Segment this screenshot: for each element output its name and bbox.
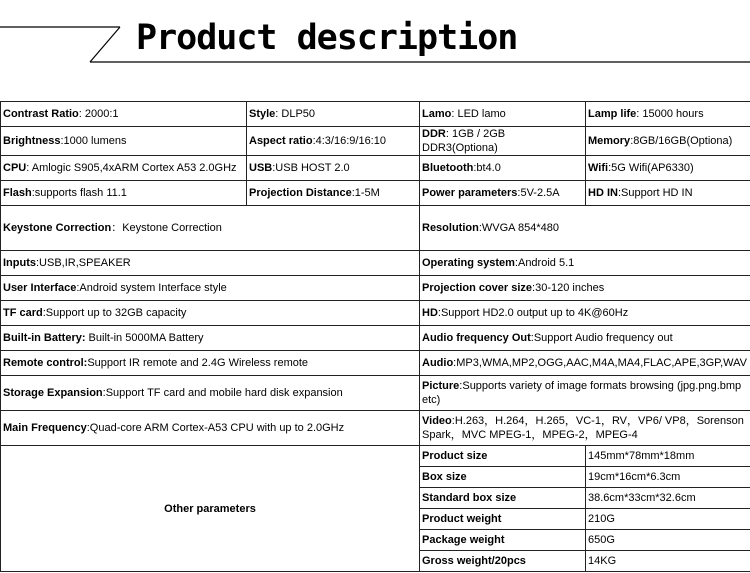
param-label: Standard box size (420, 488, 586, 509)
spec-cell (1, 326, 420, 351)
param-value: 38.6cm*33cm*32.6cm (586, 488, 750, 509)
spec-label: CPU (3, 162, 27, 174)
param-value: 19cm*16cm*6.3cm (586, 467, 750, 488)
spec-cell (1, 251, 420, 276)
table-row (1, 326, 750, 351)
spec-label: DDR (422, 128, 446, 140)
spec-label: Picture (422, 380, 460, 392)
spec-value: :Support TF card and mobile hard disk expansion (102, 387, 343, 399)
spec-label: Built-in Battery: (3, 332, 86, 344)
spec-label: Power parameters (422, 187, 518, 199)
spec-cell (586, 127, 750, 156)
spec-cell (420, 276, 750, 301)
spec-label: Audio frequency Out (422, 332, 531, 344)
spec-label: Projection cover size (422, 282, 533, 294)
spec-value: : DLP50 (275, 108, 316, 120)
table-row (1, 446, 750, 467)
spec-value: :USB,IR,SPEAKER (36, 257, 131, 269)
spec-label: HD IN (588, 187, 618, 199)
spec-label: Audio (422, 357, 454, 369)
spec-value: :Support HD2.0 output up to 4K@60Hz (437, 307, 629, 319)
spec-value: ：Keystone Correction (111, 222, 222, 234)
spec-label: Projection Distance (249, 187, 352, 199)
spec-value: Support IR remote and 2.4G Wireless remote (87, 357, 309, 369)
spec-label: Bluetooth (422, 162, 474, 174)
spec-cell (247, 156, 420, 181)
spec-value: :MP3,WMA,MP2,OGG,AAC,M4A,MA4,FLAC,APE,3GP,WAV (453, 357, 747, 369)
spec-value: Built-in 5000MA Battery (85, 332, 204, 344)
table-row (1, 351, 750, 376)
table-row (1, 181, 750, 206)
param-label: Box size (420, 467, 586, 488)
spec-value: :Supports variety of image formats browsing (jpg.png.bmp etc) (422, 380, 742, 406)
spec-label: TF card (3, 307, 43, 319)
spec-value: : LED lamo (451, 108, 506, 120)
spec-cell (247, 181, 420, 206)
spec-cell (1, 181, 247, 206)
param-value: 650G (586, 530, 750, 551)
spec-cell (420, 411, 750, 446)
spec-cell (420, 301, 750, 326)
spec-cell (247, 127, 420, 156)
spec-value: : Amlogic S905,4xARM Cortex A53 2.0GHz (26, 162, 237, 174)
param-label: Product size (420, 446, 586, 467)
spec-value: :Quad-core ARM Cortex-A53 CPU with up to 2.0GHz (86, 422, 345, 434)
spec-value: :5V-2.5A (517, 187, 560, 199)
spec-table (0, 101, 750, 572)
param-label: Gross weight/20pcs (420, 551, 586, 572)
spec-value: :1000 lumens (60, 135, 127, 147)
spec-label: Aspect ratio (249, 135, 313, 147)
table-row (1, 376, 750, 411)
spec-value: : 1GB / 2GB DDR3(Optiona) (422, 128, 506, 154)
spec-label: Lamp life (588, 108, 637, 120)
table-row (1, 276, 750, 301)
spec-value: :Support HD IN (617, 187, 693, 199)
spec-label: Style (249, 108, 276, 120)
spec-value: :1-5M (351, 187, 380, 199)
spec-label: Video (422, 415, 452, 427)
table-row (1, 251, 750, 276)
spec-value: :USB HOST 2.0 (272, 162, 350, 174)
spec-value: :30-120 inches (532, 282, 605, 294)
spec-label: Keystone Correction (3, 222, 112, 234)
table-row (1, 411, 750, 446)
spec-label: Wifi (588, 162, 609, 174)
spec-label: Contrast Ratio (3, 108, 79, 120)
spec-label: Remote control: (3, 357, 88, 369)
param-value: 14KG (586, 551, 750, 572)
spec-value: : 15000 hours (636, 108, 704, 120)
table-row (1, 301, 750, 326)
spec-cell (420, 251, 750, 276)
spec-label: Main Frequency (3, 422, 87, 434)
spec-cell (586, 102, 750, 127)
table-row (1, 206, 750, 251)
table-row (1, 127, 750, 156)
other-parameters-label: Other parameters (1, 446, 420, 572)
page-header (0, 0, 750, 100)
param-value: 145mm*78mm*18mm (586, 446, 750, 467)
table-row (1, 102, 750, 127)
spec-value: :WVGA 854*480 (478, 222, 559, 234)
spec-label: Memory (588, 135, 631, 147)
spec-cell (420, 206, 750, 251)
spec-value: :8GB/16GB(Optiona) (630, 135, 733, 147)
page-title: Product description (136, 18, 518, 58)
spec-label: Lamo (422, 108, 452, 120)
spec-value: :4:3/16:9/16:10 (312, 135, 386, 147)
param-label: Product weight (420, 509, 586, 530)
param-value: 210G (586, 509, 750, 530)
spec-cell (420, 156, 586, 181)
spec-cell (420, 351, 750, 376)
spec-cell (586, 156, 750, 181)
spec-cell (1, 351, 420, 376)
table-row (1, 156, 750, 181)
spec-value: :5G Wifi(AP6330) (608, 162, 694, 174)
spec-cell (420, 181, 586, 206)
spec-cell (420, 376, 750, 411)
spec-cell (420, 326, 750, 351)
spec-cell (420, 127, 586, 156)
spec-cell (1, 156, 247, 181)
spec-value: : 2000:1 (78, 108, 119, 120)
spec-value: :Android system Interface style (76, 282, 227, 294)
spec-label: USB (249, 162, 273, 174)
spec-label: Inputs (3, 257, 36, 269)
spec-cell (247, 102, 420, 127)
spec-label: Flash (3, 187, 32, 199)
spec-cell (1, 102, 247, 127)
spec-label: HD (422, 307, 438, 319)
spec-value: :bt4.0 (473, 162, 501, 174)
spec-cell (1, 206, 420, 251)
spec-label: Storage Expansion (3, 387, 103, 399)
spec-value: :supports flash 11.1 (31, 187, 127, 199)
spec-label: Resolution (422, 222, 479, 234)
spec-cell (1, 127, 247, 156)
spec-label: User Interface (3, 282, 77, 294)
spec-cell (1, 411, 420, 446)
spec-label: Operating system (422, 257, 515, 269)
spec-cell (1, 376, 420, 411)
spec-cell (420, 102, 586, 127)
spec-value: :H.263，H.264，H.265，VC-1，RV，VP6/ VP8，Sorenson Spark，MVC MPEG-1，MPEG-2，MPEG-4 (422, 415, 744, 441)
spec-cell (586, 181, 750, 206)
spec-value: :Android 5.1 (514, 257, 575, 269)
spec-label: Brightness (3, 135, 61, 147)
spec-cell (1, 301, 420, 326)
spec-value: :Support Audio frequency out (530, 332, 673, 344)
spec-value: :Support up to 32GB capacity (42, 307, 187, 319)
spec-cell (1, 276, 420, 301)
param-label: Package weight (420, 530, 586, 551)
